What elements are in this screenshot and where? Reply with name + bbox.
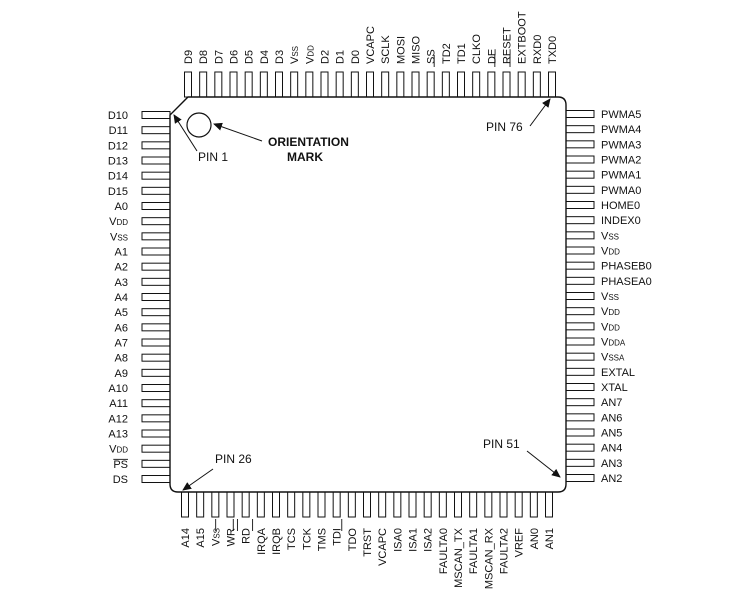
pin-label-vdd: VDD [109, 443, 128, 456]
pin-label-vss: VSS [210, 528, 223, 547]
pin-d11 [142, 127, 170, 134]
pin-wr [227, 492, 234, 517]
pin-label-d14: D14 [107, 170, 128, 183]
pin1-label: PIN 1 [198, 150, 229, 164]
pin-label-a5: A5 [114, 307, 128, 320]
pin-label-isa0: ISA0 [392, 528, 405, 552]
pin-label-a13: A13 [108, 428, 128, 441]
pin-label-an0: AN0 [528, 528, 541, 550]
pin-label-an3: AN3 [601, 457, 623, 470]
pin-reset [503, 72, 510, 97]
pin-d2 [321, 72, 328, 97]
pin-isa0 [394, 492, 401, 517]
pin-tdi [333, 492, 340, 517]
pin-label-d10: D10 [107, 110, 128, 122]
pin-label-d0: D0 [349, 49, 362, 64]
pin-label-d8: D8 [198, 49, 211, 64]
pin-label-d5: D5 [243, 49, 256, 64]
pin-an4 [566, 444, 594, 451]
pin-label-sclk: SCLK [380, 35, 393, 64]
pin-tcs [288, 492, 295, 517]
pin-td1 [458, 72, 465, 97]
pin-label-an4: AN4 [601, 442, 623, 455]
pin-sclk [382, 72, 389, 97]
pin-an1 [546, 492, 553, 517]
pin-mscan-rx [485, 492, 492, 517]
pin-label-td1: TD1 [456, 43, 469, 64]
pin-an3 [566, 459, 594, 466]
pin-vss [142, 233, 170, 240]
pin-vdd [566, 247, 594, 254]
pin-label-faulta0: FAULTA0 [437, 528, 450, 575]
pin-label-vdd: VDD [601, 306, 620, 319]
pin-ds [142, 476, 170, 483]
pin-a14 [182, 492, 189, 517]
pin-label-tdi: TDI [331, 528, 344, 546]
pin-label-rd: RD [240, 528, 253, 544]
pin-txd0 [549, 72, 556, 97]
pin-label-faulta2: FAULTA2 [498, 528, 511, 575]
top-pin-row [183, 11, 559, 97]
pin-a9 [142, 369, 170, 376]
pin-d10 [142, 112, 170, 119]
pin-label-vdd: VDD [601, 245, 620, 258]
pin-vssa [566, 353, 594, 360]
pin-label-vss: VSS [289, 45, 302, 64]
pin-tms [318, 492, 325, 517]
pin-label-a3: A3 [114, 276, 128, 289]
pin-label-trst: TRST [362, 528, 375, 557]
pin-index0 [566, 217, 594, 224]
pin-label-d4: D4 [258, 49, 271, 64]
pin-vss [566, 293, 594, 300]
pin-label-xtal: XTAL [601, 382, 628, 395]
pin-label-d3: D3 [274, 49, 287, 64]
pin-label-vcapc: VCAPC [377, 528, 390, 566]
pin-label-d11: D11 [108, 125, 128, 138]
pin-label-tms: TMS [316, 528, 329, 552]
left-pin-row [108, 110, 170, 486]
pin-label-d9: D9 [183, 49, 195, 64]
pin-an0 [530, 492, 537, 517]
pin-a12 [142, 415, 170, 422]
pin51-label: PIN 51 [483, 437, 520, 451]
pin-vref [515, 492, 522, 517]
pin-label-vcapc: VCAPC [365, 26, 378, 64]
pin-isa1 [409, 492, 416, 517]
pin-label-vssa: VSSA [601, 351, 625, 364]
pin-an6 [566, 414, 594, 421]
pin-rxd0 [533, 72, 540, 97]
pin-label-a9: A9 [114, 367, 128, 380]
pin-d12 [142, 142, 170, 149]
orientation-mark-label-line1: ORIENTATION [268, 135, 349, 149]
pin-pwma1 [566, 171, 594, 178]
pin-faulta0 [439, 492, 446, 517]
pin-label-phasea0: PHASEA0 [601, 275, 652, 288]
pin-label-a4: A4 [114, 292, 128, 305]
pin-d15 [142, 187, 170, 194]
pin-label-wr: WR [225, 528, 238, 547]
pin-label-an6: AN6 [601, 412, 623, 425]
pin-a13 [142, 430, 170, 437]
pin-phaseb0 [566, 262, 594, 269]
pin-label-an7: AN7 [601, 397, 623, 410]
pin-label-vdd: VDD [304, 45, 317, 64]
pin-label-vdd: VDD [109, 216, 128, 229]
pin-label-a2: A2 [114, 261, 128, 274]
pin-label-a10: A10 [108, 383, 128, 396]
package-body [170, 97, 566, 492]
pin-pwma4 [566, 126, 594, 133]
pin-label-miso: MISO [410, 35, 423, 64]
pin-rd [242, 492, 249, 517]
orientation-mark-circle [187, 113, 211, 137]
pin-d1 [336, 72, 343, 97]
pin-a4 [142, 294, 170, 301]
pin-d14 [142, 172, 170, 179]
pin-label-vss: VSS [601, 230, 620, 243]
orientation-mark-label-line2: MARK [287, 150, 323, 164]
pin-vcapc [367, 72, 374, 97]
pin-pwma5 [566, 111, 594, 118]
pin-vss [212, 492, 219, 517]
pin-label-pwma4: PWMA4 [601, 124, 642, 137]
pin-phasea0 [566, 277, 594, 284]
pin76-label: PIN 76 [486, 120, 523, 134]
pin-isa2 [424, 492, 431, 517]
pin-vss [291, 72, 298, 97]
pin-label-tcs: TCS [286, 528, 299, 550]
pin-a0 [142, 203, 170, 210]
pin-label-an5: AN5 [601, 427, 623, 440]
pin-pwma0 [566, 186, 594, 193]
pin-clko [473, 72, 480, 97]
pin-label-pwma2: PWMA2 [601, 154, 642, 167]
pin-pwma2 [566, 156, 594, 163]
pin-d0 [351, 72, 358, 97]
pin-a7 [142, 339, 170, 346]
pin-tck [303, 492, 310, 517]
pin-a15 [197, 492, 204, 517]
pin-faulta2 [500, 492, 507, 517]
pin-label-d2: D2 [319, 49, 332, 64]
pin-a3 [142, 278, 170, 285]
pin-label-d15: D15 [107, 185, 128, 198]
pin-irqb [273, 492, 280, 517]
pin-a11 [142, 400, 170, 407]
pin-label-an1: AN1 [544, 528, 557, 550]
pin-home0 [566, 202, 594, 209]
pin26-label: PIN 26 [215, 452, 252, 466]
pin-label-mscan-tx: MSCAN_TX [453, 528, 466, 588]
right-pin-row [566, 109, 652, 485]
pin-label-index0: INDEX0 [601, 215, 641, 228]
pin-d5 [245, 72, 252, 97]
pin-label-reset: RESET [501, 27, 514, 64]
pin-label-a1: A1 [114, 246, 128, 259]
pin-vdd [566, 323, 594, 330]
pin-label-rxd0: RXD0 [531, 34, 544, 64]
pin-de [488, 72, 495, 97]
pin-an7 [566, 399, 594, 406]
pin-label-phaseb0: PHASEB0 [601, 260, 652, 273]
pin-an2 [566, 475, 594, 482]
pin-irqa [257, 492, 264, 517]
pin-ss [427, 72, 434, 97]
pin-label-vss: VSS [109, 231, 128, 244]
pin-d7 [215, 72, 222, 97]
pin-label-a7: A7 [114, 337, 128, 350]
pin-label-home0: HOME0 [601, 200, 641, 213]
pin-label-d7: D7 [213, 49, 226, 64]
pin-label-tdo: TDO [346, 528, 359, 552]
pin-d8 [200, 72, 207, 97]
pin-mscan-tx [455, 492, 462, 517]
pin-d3 [276, 72, 283, 97]
pin-label-mosi: MOSI [395, 35, 408, 64]
pin-label-an2: AN2 [601, 473, 623, 486]
pin-vdd [306, 72, 313, 97]
pin-label-vdd: VDD [601, 321, 620, 334]
pin-trst [364, 492, 371, 517]
pin-label-vref: VREF [513, 528, 526, 558]
pin-vcapc [379, 492, 386, 517]
pin-a1 [142, 248, 170, 255]
pin-label-extal: EXTAL [601, 366, 636, 379]
pin-label-isa2: ISA2 [422, 528, 435, 552]
pin-label-vdda: VDDA [601, 336, 626, 349]
pin-label-a14: A14 [180, 528, 192, 548]
pin-d6 [230, 72, 237, 97]
pin-label-d13: D13 [107, 155, 128, 168]
pin-label-mscan-rx: MSCAN_RX [483, 528, 496, 590]
pin-faulta1 [470, 492, 477, 517]
pin-label-td2: TD2 [440, 43, 453, 64]
pin-extal [566, 368, 594, 375]
pin-label-irqa: IRQA [255, 528, 268, 555]
pin-xtal [566, 384, 594, 391]
pin-label-pwma1: PWMA1 [601, 169, 642, 182]
pin-a5 [142, 309, 170, 316]
pin-vss [566, 232, 594, 239]
pin-label-ds: DS [112, 474, 128, 487]
pin-d13 [142, 157, 170, 164]
pin-vdd [142, 218, 170, 225]
pin-td2 [442, 72, 449, 97]
pin-label-de: DE [486, 48, 499, 64]
pin-label-tck: TCK [301, 528, 314, 550]
pin-label-vss: VSS [601, 291, 620, 304]
pin-label-txd0: TXD0 [547, 35, 560, 64]
pin-label-a11: A11 [109, 398, 128, 411]
pin-label-a12: A12 [108, 413, 128, 426]
pin-tdo [348, 492, 355, 517]
pin-a8 [142, 354, 170, 361]
pin-label-a15: A15 [195, 528, 208, 548]
pin-label-a6: A6 [114, 322, 128, 335]
pin-label-d6: D6 [228, 49, 241, 64]
pin-vdd [566, 308, 594, 315]
pin-a2 [142, 263, 170, 270]
pin-vdd [142, 445, 170, 452]
pin-an5 [566, 429, 594, 436]
pin-mosi [397, 72, 404, 97]
pin-label-a0: A0 [114, 201, 128, 214]
pin-label-ps: PS [113, 458, 128, 471]
pin-extboot [518, 72, 525, 97]
pin-d9 [185, 72, 192, 97]
pin-label-faulta1: FAULTA1 [468, 528, 481, 575]
pin-label-extboot: EXTBOOT [516, 11, 529, 64]
pin-vdda [566, 338, 594, 345]
pin-label-a8: A8 [114, 352, 128, 365]
pin-ps [142, 460, 170, 467]
pin-label-pwma5: PWMA5 [601, 109, 642, 121]
pin-pwma3 [566, 141, 594, 148]
pin-label-isa1: ISA1 [407, 528, 420, 552]
pin-d4 [260, 72, 267, 97]
pin-label-pwma0: PWMA0 [601, 184, 642, 197]
pin-label-d12: D12 [107, 140, 128, 153]
pin-a6 [142, 324, 170, 331]
pin-miso [412, 72, 419, 97]
pin-a10 [142, 385, 170, 392]
pin-label-ss: SS [425, 49, 438, 64]
pin-label-irqb: IRQB [271, 528, 284, 555]
bottom-pin-row [180, 492, 556, 589]
pin-label-clko: CLKO [471, 34, 484, 64]
pin-label-pwma3: PWMA3 [601, 139, 642, 152]
pin-label-d1: D1 [334, 49, 347, 64]
